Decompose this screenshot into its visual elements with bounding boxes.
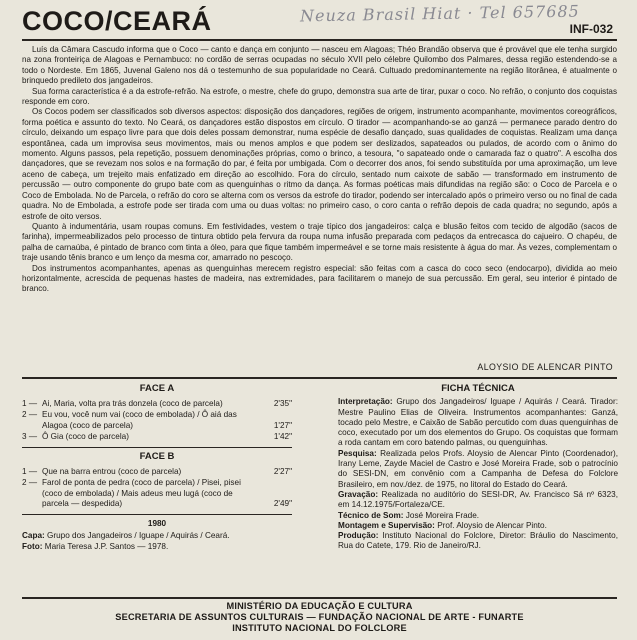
article-paragraph: Os Cocos podem ser classificados sob diversos aspectos: disposição dos dançadores, regiões de origem, instrumento acompanhante, movimentos coreográficos, forma poética e assunto do texto. No Ceará, os dançadores estão dispostos em círculo. O tirador — acompanhando-se ao ganzá — permanece parado dentro do círculo, deixando um espaço livre para que dois deles possam demonstrar, numa espécie de desafio dançado, suas qualidades de coquistas. Realizam uma dança espontânea, cada um improvisa seus movimentos, mais ou menos amplos e que podem ser deslizados, sapateados ou pulados, de acordo com o ânimo do momento. Alguns passos, pela repetição, possuem denominações próprias, como o brinco, a tesoura, "o sapateado onde o camarada faz o quatro". A escolha dos dançadores, que se revezam nos solos e na formação do par, é feita por umbigada. Com o decorrer dos anos, foi sendo substituída por uma aproximação, um leve aceno de cabeça, um trejeito mais enfatizado em direção ao escolhido. Fora do círculo, sentado num caixote de sabão — transformado em instrumento de percussão — outro componente do grupo bate com as quenguinhas o ritmo da dança. As formas poéticas mais difundidas na região são: o Coco de Parcela e o Coco de Embolada. No de Parcela, o refrão do coro se alterna com os versos da estrofe do tirador, podendo ser intercalado após o primeiro verso ou no final de cada quadra. No de Embolada, a estrofe pode ser tirada com uma ou duas voltas: no primeiro caso, o coro canta o refrão depois de cada quadra; no segundo, após a estrofe de oito versos. (22, 107, 617, 221)
page-title: COCO/CEARÁ (22, 6, 212, 36)
article-paragraph: Quanto à indumentária, usam roupas comuns. Em festividades, vestem o traje típico dos jangadeiros: calça e blusão feitos com tecido de algodão (sacos de farinha), impermeabilizados pelo processo de tintura obtido pela fervura da roupa numa infusão preparada com pedaços da entrecasca do cajueiro. O chapéu, de palha de carnaúba, é pintado de branco com tinta a óleo, para que fique também impermeável e se torne mais resistente à água do mar. Às vezes, complementam o traje usando tênis branco e um lenço da mesma cor, amarrado no pescoço. (22, 221, 617, 263)
track-number: 3 — (22, 432, 38, 442)
technical-sheet-heading: FICHA TÉCNICA (441, 383, 515, 394)
track-row (22, 432, 292, 443)
cover-label: Capa: (22, 530, 45, 540)
ficha-text: Grupo dos Jangadeiros/ Iguape / Aquirás / Ceará. Tirador: Mestre Paulino Elias de Oliveira. Instrumentos acompanhantes: Ganzá, tocado pelo Mestre, e Caixão de Sabão percutido com duas quenguinhas de coco, executado por um dos elementos do Grupo. Os coquistas que formam a roda cantam em coro batendo palmas, ou quenguinhas. (338, 397, 618, 448)
cover-value: Grupo dos Jangadeiros / Iguape / Aquirás / Ceará. (47, 530, 230, 540)
footer (22, 601, 617, 634)
ficha-text: Realizada pelos Profs. Aloysio de Alencar Pinto (Coordenador), Irany Leme, Zayde Maciel de Castro e José Moreira Frade, sob o patrocínio do SESI-DN, em convênio com a Campanha de Defesa do Folclore Brasileiro, em nov./dez. de 1975, no litoral do Estado do Ceará. (338, 448, 618, 489)
article-paragraph: Sua forma característica é a da estrofe-refrão. Na estrofe, o mestre, chefe do grupo, demonstra sua arte de tirar, puxar o coco. No refrão, o conjunto dos coquistas responde em coro. (22, 86, 617, 107)
track-duration: 1'27" (273, 420, 292, 430)
track-duration: 1'42" (273, 432, 292, 442)
header-rule (22, 39, 617, 41)
track-row (22, 399, 292, 410)
credits-divider (22, 514, 292, 515)
track-number: 2 — (22, 478, 38, 488)
article-paragraph: Dos instrumentos acompanhantes, apenas as quenguinhas merecem registro especial: são feitas com a casca do coco seco (endocarpo), dividida ao meio horizontalmente, acrescida de pequenas hastes de madeira, nas extremidades, para facilitarem o manejo de sua percussão. Em geral, seu interior é pintado de branco. (22, 263, 617, 294)
release-year: 1980 (147, 518, 167, 528)
track-row (22, 478, 292, 510)
track-title: Ai, Maria, volta pra trás donzela (coco de parcela) (42, 398, 223, 408)
face-divider (22, 447, 292, 448)
photo-value: Maria Teresa J.P. Santos — 1978. (44, 542, 169, 552)
track-number: 1 — (22, 398, 38, 408)
photo-label: Foto: (22, 542, 43, 552)
ficha-item (338, 531, 618, 552)
track-duration: 2'27" (273, 466, 292, 476)
track-duration: 2'35" (273, 398, 292, 408)
footer-ministry: MINISTÉRIO DA EDUCAÇÃO E CULTURA (226, 601, 413, 611)
article-paragraph: Luís da Câmara Cascudo informa que o Coco — canto e dança em conjunto — nasceu em Alagoas; Théo Brandão observa que é provável que ele tenha surgido na zona fronteiriça de Alagoas e Pernambuco: no cordão de serras ocupadas no século XVII pelo célebre Quilombo dos Palmares, dessa região estendendo-se a todo o Nordeste. Em 1865, Juvenal Galeno nos dá o testemunho de sua popularidade no Ceará. Cultuado predominantemente na região litorânea, é atualmente o brinquedo predileto dos jangadeiros. (22, 45, 617, 86)
ficha-item (338, 449, 618, 490)
footer-institute: INSTITUTO NACIONAL DO FOLCLORE (232, 623, 407, 633)
article-author: ALOYSIO DE ALENCAR PINTO (477, 362, 613, 372)
track-number: 1 — (22, 466, 38, 476)
ficha-text: Prof. Aloysio de Alencar Pinto. (437, 520, 547, 530)
ficha-item (338, 490, 618, 511)
section-rule (22, 377, 617, 379)
track-title: Farol de ponta de pedra (coco de parcela) / Pisei, pisei (coco de embolada) / Mais adeus meu lugá (coco de parcela — despedida) (42, 478, 241, 509)
track-row (22, 410, 292, 431)
track-title: Ô Gia (coco de parcela) (42, 432, 129, 442)
ficha-label: Pesquisa: (338, 448, 377, 458)
face-a-heading: FACE A (139, 383, 175, 394)
footer-rule (22, 597, 617, 599)
catalog-number: INF-032 (569, 22, 613, 36)
cover-credit (22, 531, 292, 542)
ficha-text: Realizada no auditório do SESI-DR, Av. Francisco Sá nº 6323, em 14.12.1975/Fortaleza/CE. (338, 489, 618, 510)
ficha-label: Gravação: (338, 489, 379, 499)
technical-sheet (338, 384, 618, 552)
handwritten-note: Neuza Brasil Hiat · Tel 657685 (299, 1, 580, 26)
ficha-label: Produção: (338, 531, 379, 541)
ficha-text: José Moreira Frade. (405, 510, 480, 520)
ficha-text: Instituto Nacional do Folclore, Diretor: Bráulio do Nascimento, Rua do Catete, 179. Rio de Janeiro/RJ. (338, 531, 618, 551)
track-row (22, 467, 292, 478)
photo-credit (22, 542, 292, 553)
track-duration: 2'49" (273, 499, 292, 509)
track-title: Eu vou, você num vai (coco de embolada) / Ô aiá das Alagoa (coco de parcela) (42, 410, 237, 430)
face-b-heading: FACE B (139, 450, 175, 462)
ficha-label: Montagem e Supervisão: (338, 520, 435, 530)
track-title: Que na barra entrou (coco de parcela) (42, 466, 182, 476)
ficha-item (338, 397, 618, 448)
ficha-item (338, 511, 618, 521)
ficha-label: Técnico de Som: (338, 510, 404, 520)
footer-secretariat: SECRETARIA DE ASSUNTOS CULTURAIS — FUNDAÇÃO NACIONAL DE ARTE - FUNARTE (115, 612, 524, 622)
ficha-label: Interpretação: (338, 397, 393, 407)
track-number: 2 — (22, 410, 38, 420)
ficha-item (338, 521, 618, 531)
article-text (22, 45, 617, 295)
track-listing (22, 384, 292, 554)
